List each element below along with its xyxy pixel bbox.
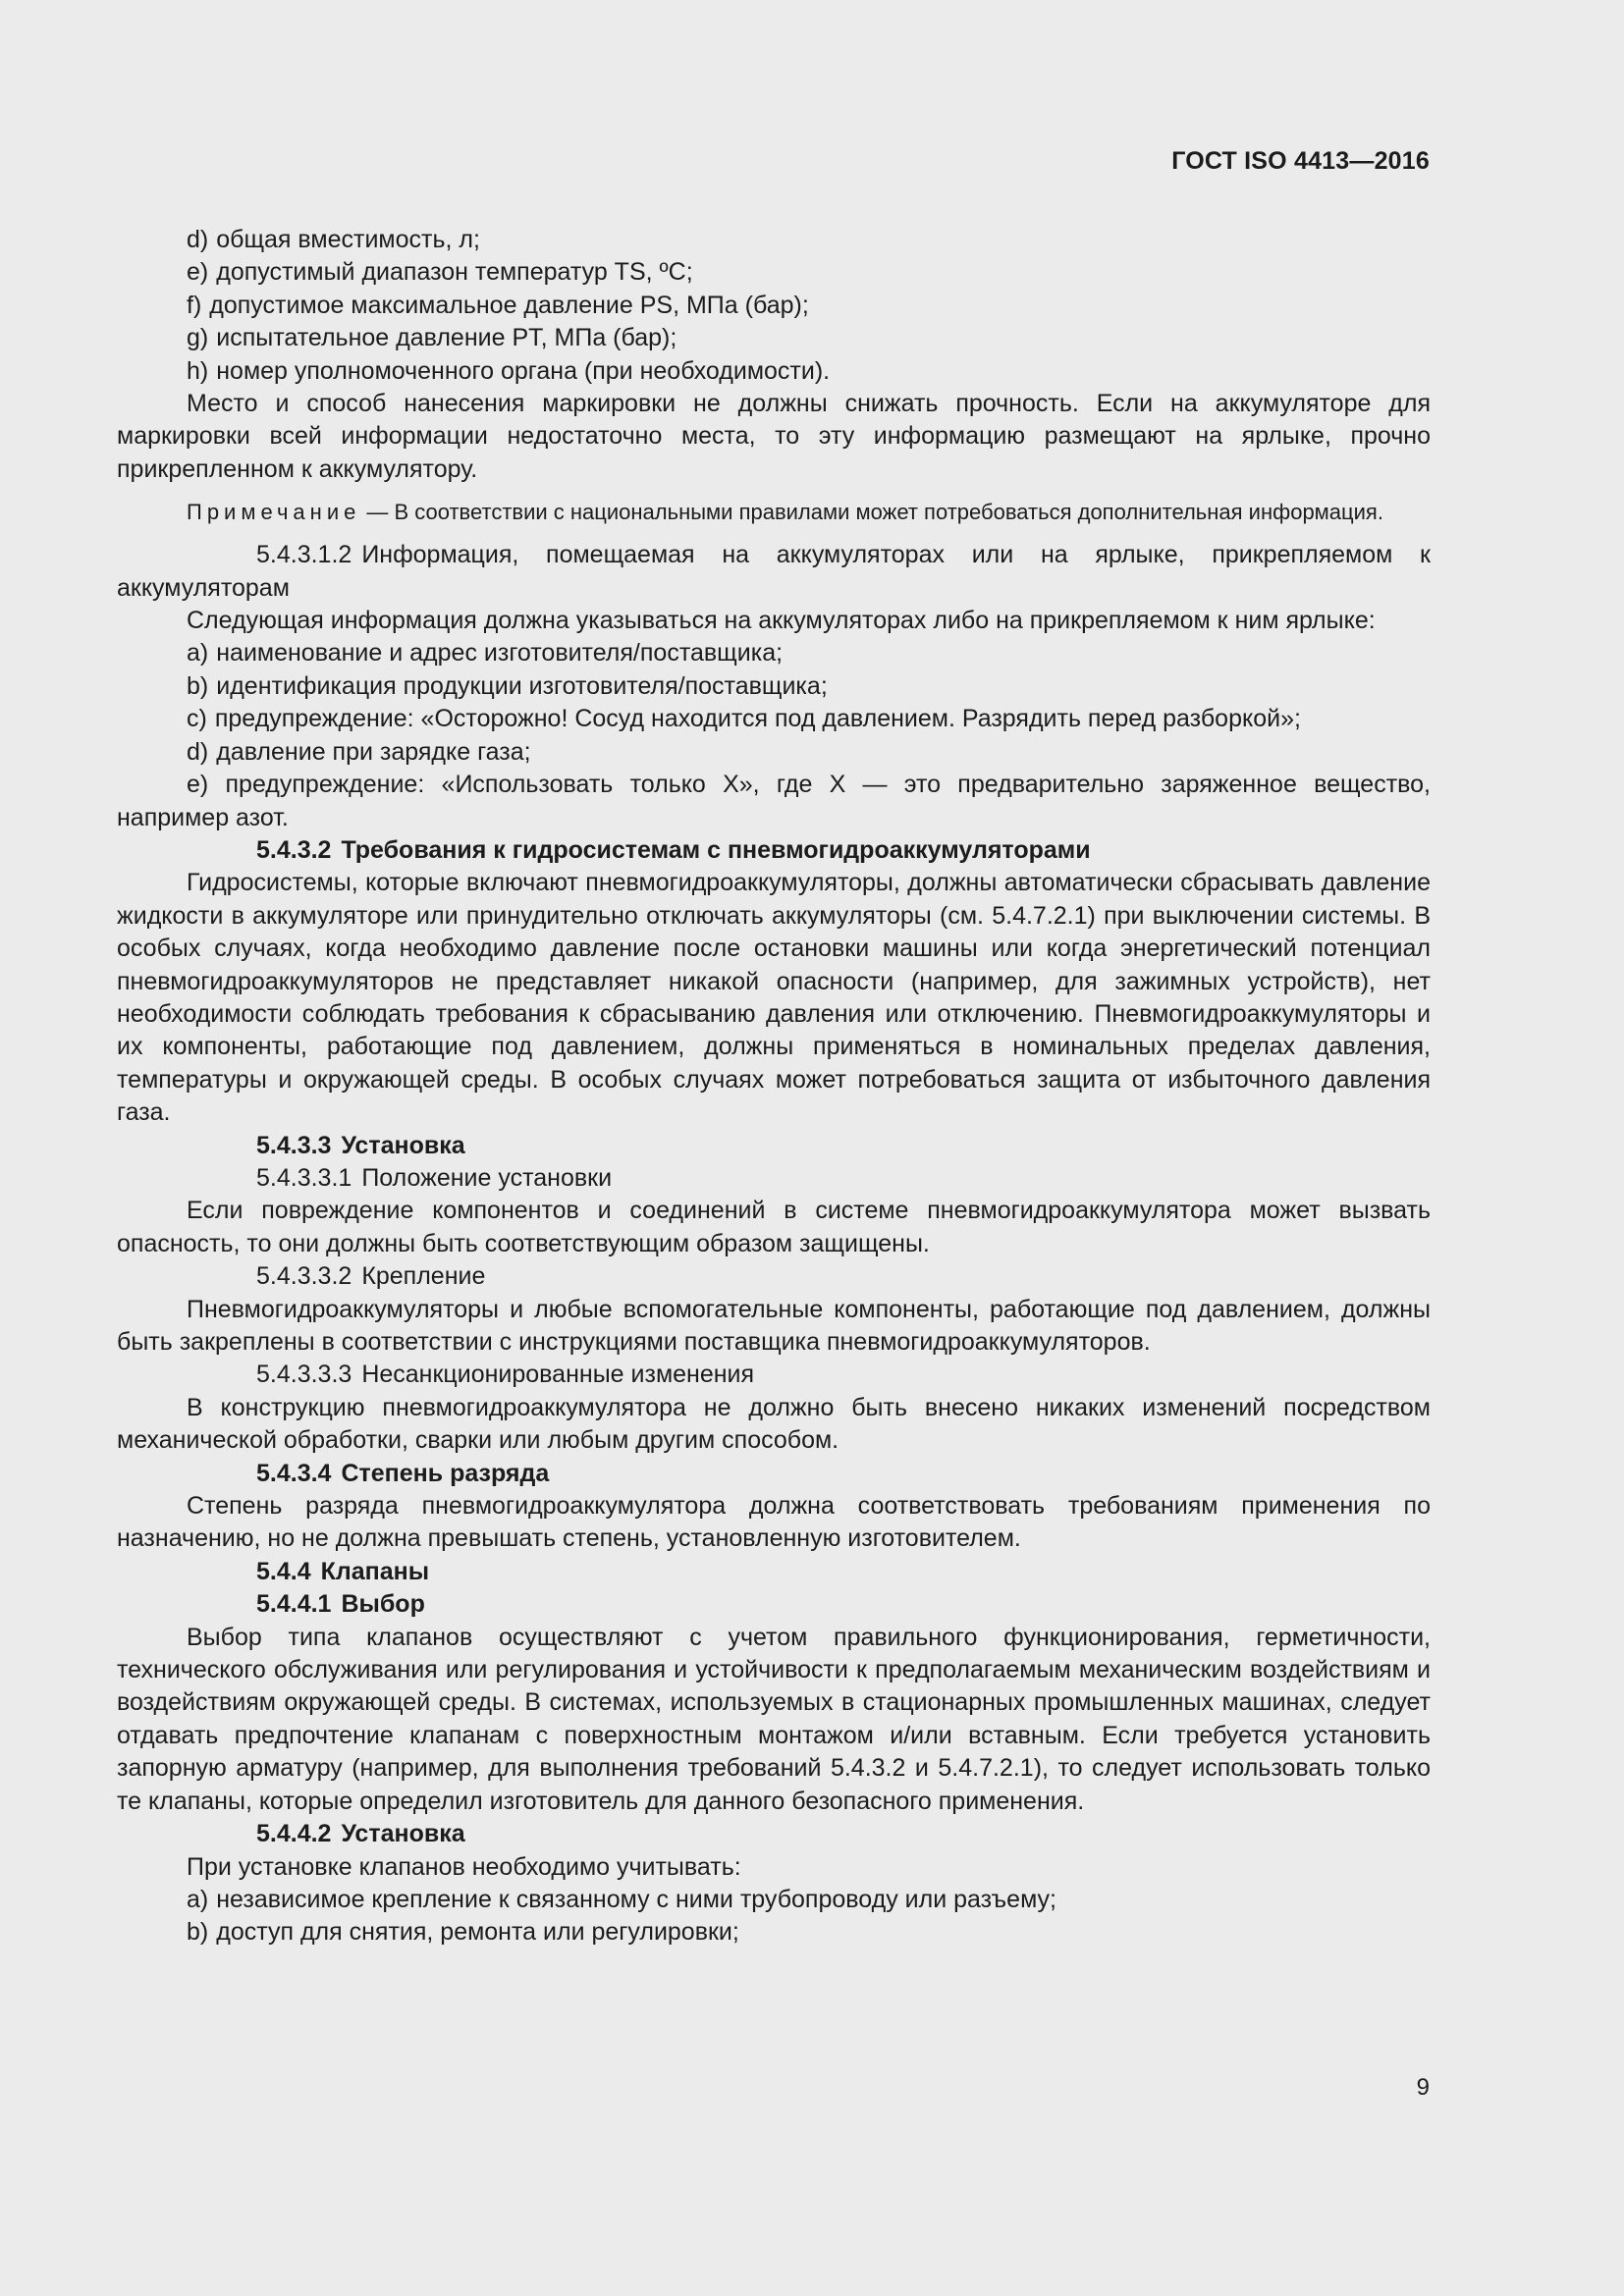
section-heading-5-4-3-3-3: 5.4.3.3.3 Несанкционированные изменения xyxy=(256,1361,755,1389)
page-number: 9 xyxy=(1416,2074,1430,2101)
section-heading-5-4-4-1: 5.4.4.1 Выбор xyxy=(256,1590,425,1619)
section-heading-5-4-3-3-2: 5.4.3.3.2 Крепление xyxy=(256,1262,486,1291)
page-content xyxy=(117,224,1431,1949)
section-heading-5-4-3-3: 5.4.3.3 Установка xyxy=(256,1131,465,1159)
marking-paragraph: Место и способ нанесения маркировки не должны снижать прочность. Если на аккумуляторе для маркировки всей информации недостаточно места, то эту информацию размещают на ярлыке, прочно прикрепленном к аккумулятору. xyxy=(117,390,1431,483)
list-item: a) независимое крепление к связанному с ними трубопроводу или разъему; xyxy=(187,1885,1056,1913)
document-header: ГОСТ ISO 4413—2016 xyxy=(1171,147,1430,175)
section-text: Выбор типа клапанов осуществляют с учетом правильного функционирования, герметичности, технического обслуживания или регулирования и устойчивости к предполагаемым механическим воздействиям и воздействиям окружающей среды. В системах, используемых в стационарных промышленных машинах, следует отдавать предпочтение клапанам с поверхностным монтажом и/или вставным. Если требуется установить запорную арматуру (например, для выполнения требований 5.4.3.2 и 5.4.7.2.1), то следует использовать только те клапаны, которые определил изготовитель для данного безопасного применения. xyxy=(117,1623,1431,1815)
section-heading-5-4-3-1-2: 5.4.3.1.2 Информация, помещаемая на аккумуляторах или на ярлыке, прикрепляемом к аккумуляторам xyxy=(117,541,1431,602)
section-text: Пневмогидроаккумуляторы и любые вспомогательные компоненты, работающие под давлением, должны быть закреплены в соответствии с инструкциями поставщика пневмогидроаккумуляторов. xyxy=(117,1295,1431,1356)
section-text: Степень разряда пневмогидроаккумулятора должна соответствовать требованиям применения по назначению, но не должна превышать степень, установленную изготовителем. xyxy=(117,1492,1431,1553)
section-text: Если повреждение компонентов и соединений в системе пневмогидроаккумулятора может вызвать опасность, то они должны быть соответствующим образом защищены. xyxy=(117,1197,1431,1257)
list-item: h) номер уполномоченного органа (при необходимости). xyxy=(187,356,831,385)
list-item: d) общая вместимость, л; xyxy=(187,226,480,253)
list-item: g) испытательное давление PT, МПа (бар); xyxy=(187,324,677,352)
list-item: c) предупреждение: «Осторожно! Сосуд находится под давлением. Разрядить перед разборкой»; xyxy=(187,705,1301,733)
note-label: Примечание xyxy=(187,500,361,525)
section-intro: Следующая информация должна указываться на аккумуляторах либо на прикрепляемом к ним ярлыке: xyxy=(187,607,1376,635)
section-text: Гидросистемы, которые включают пневмогидроаккумуляторы, должны автоматически сбрасывать давление жидкости в аккумуляторе или принудительно отключать аккумуляторы (см. 5.4.7.2.1) при выключении системы. В особых случаях, когда необходимо давление после остановки машины или когда энергетический потенциал пневмогидроаккумуляторов не представляет никакой опасности (например, для зажимных устройств), нет необходимости соблюдать требования к сбрасыванию давления или отключению. Пневмогидроаккумуляторы и их компоненты, работающие под давлением, должны применяться в номинальных пределах давления, температуры и окружающей среды. В особых случаях может потребоваться защита от избыточного давления газа. xyxy=(117,869,1431,1127)
section-heading-5-4-3-4: 5.4.3.4 Степень разряда xyxy=(256,1459,550,1487)
section-intro: При установке клапанов необходимо учитывать: xyxy=(187,1852,741,1881)
section-heading-5-4-3-2: 5.4.3.2 Требования к гидросистемам с пневмогидроаккумуляторами xyxy=(256,835,1091,864)
list-item: f) допустимое максимальное давление PS, МПа (бар); xyxy=(187,291,809,319)
list-item: b) доступ для снятия, ремонта или регулировки; xyxy=(187,1918,739,1947)
list-item: b) идентификация продукции изготовителя/поставщика; xyxy=(187,671,828,700)
list-item: d) давление при зарядке газа; xyxy=(187,737,531,766)
note-text: — В соответствии с национальными правилами может потребоваться дополнительная информация. xyxy=(366,500,1383,525)
section-heading-5-4-4-2: 5.4.4.2 Установка xyxy=(256,1820,465,1848)
section-text: В конструкцию пневмогидроаккумулятора не должно быть внесено никаких изменений посредством механической обработки, сварки или любым другим способом. xyxy=(117,1393,1431,1455)
section-heading-5-4-4: 5.4.4 Клапаны xyxy=(256,1557,430,1585)
list-item: e) допустимый диапазон температур TS, ºC; xyxy=(187,258,693,287)
list-item: a) наименование и адрес изготовителя/поставщика; xyxy=(187,639,784,667)
list-item-wrapped: e) предупреждение: «Использовать только X», где X — это предварительно заряженное вещество, например азот. xyxy=(117,771,1432,831)
note xyxy=(117,498,1431,527)
section-heading-5-4-3-3-1: 5.4.3.3.1 Положение установки xyxy=(256,1163,613,1192)
